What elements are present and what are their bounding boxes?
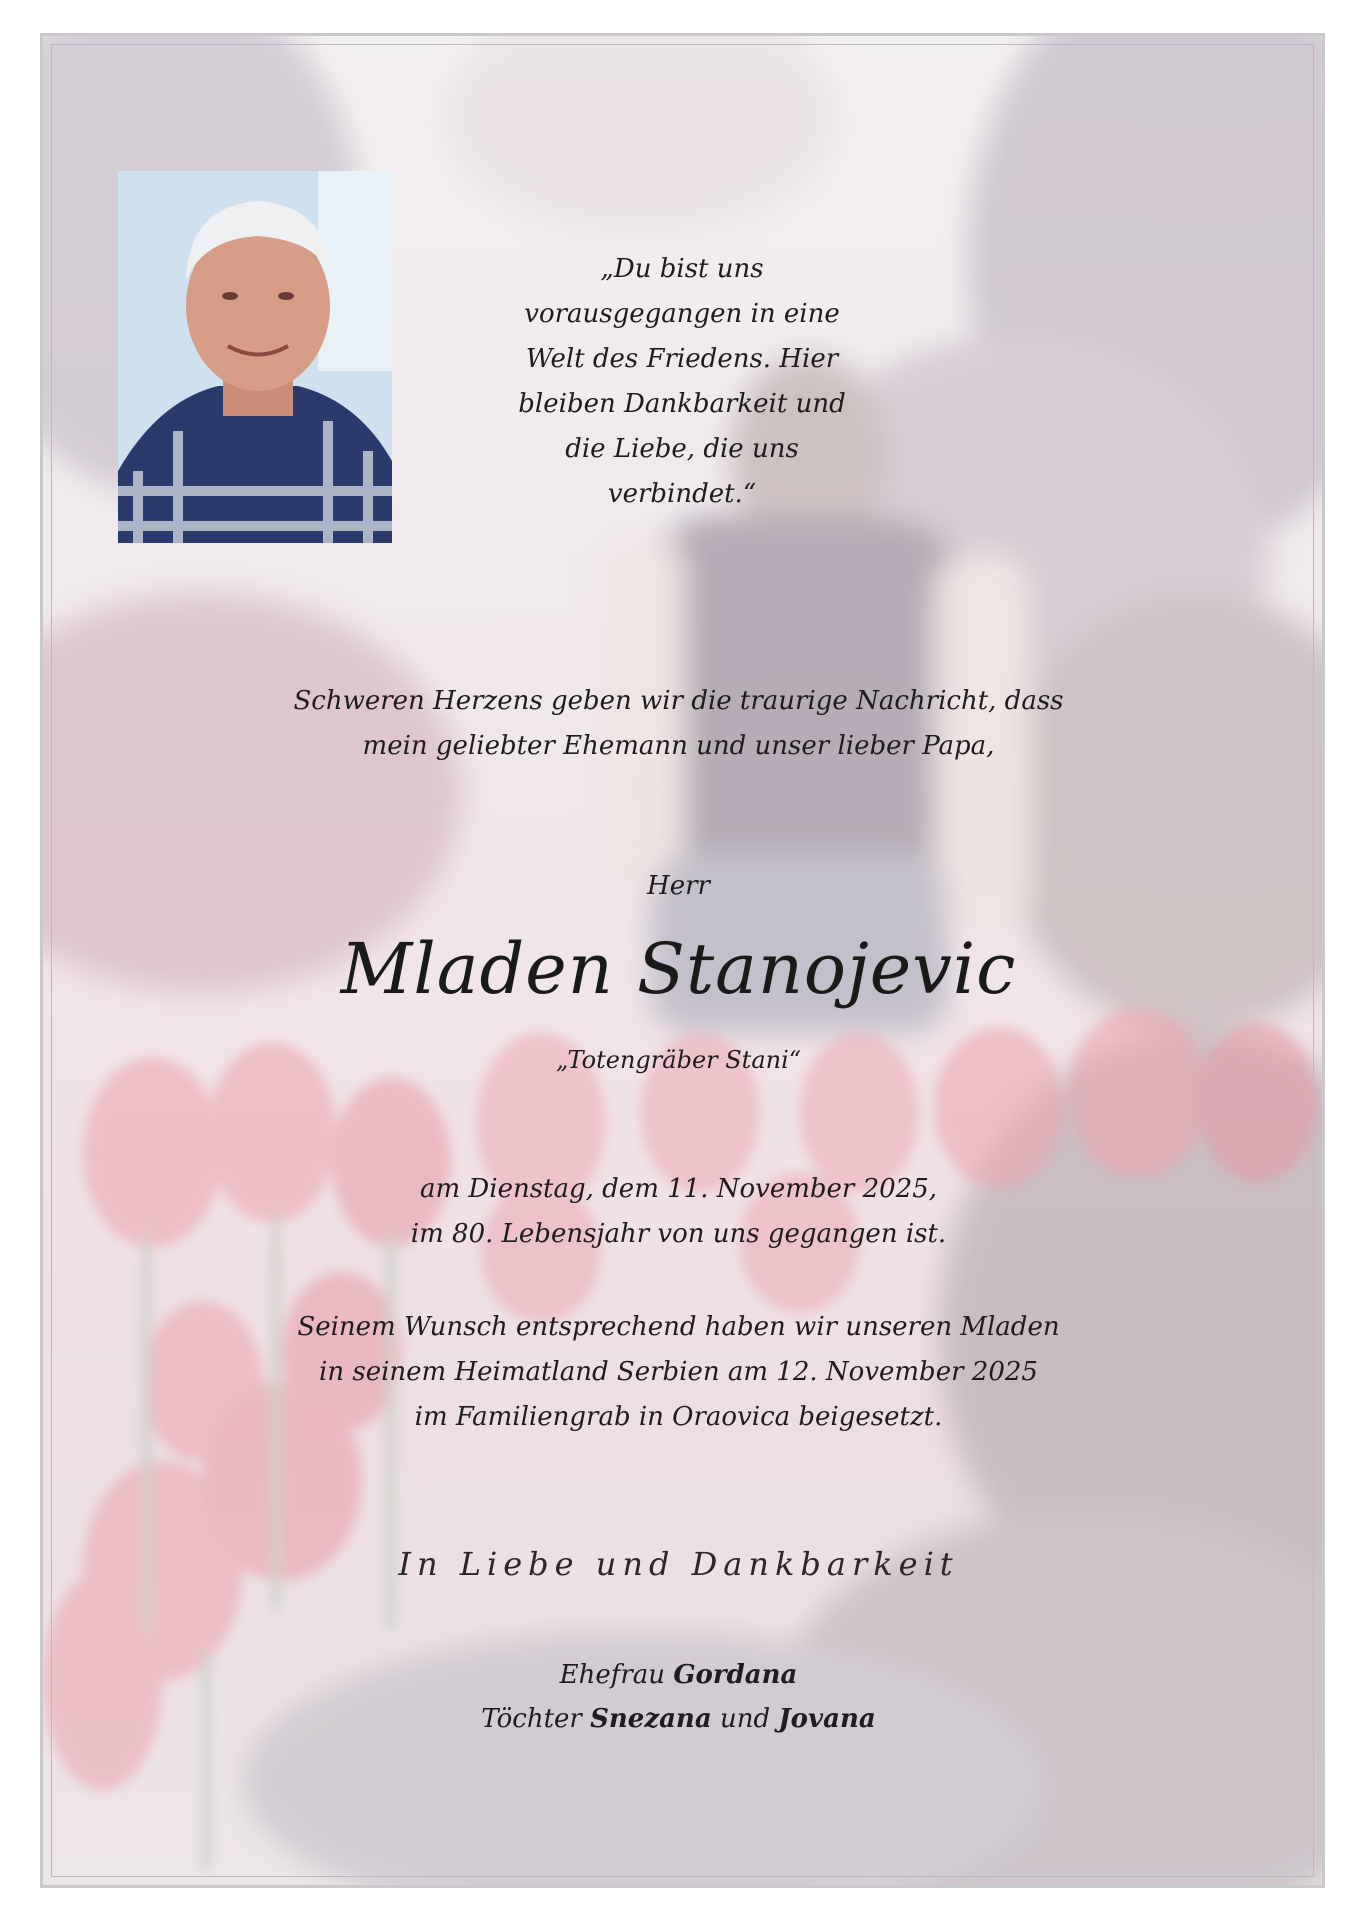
quote-line: bleiben Dankbarkeit und — [518, 389, 846, 419]
closing-phrase: In Liebe und Dankbarkeit — [398, 1545, 959, 1583]
wife-name: Gordana — [673, 1660, 798, 1690]
quote-line: „Du bist uns — [600, 254, 764, 284]
daughter-name: Jovana — [778, 1704, 876, 1734]
announcement-intro — [0, 679, 1357, 769]
salutation: Herr — [647, 871, 710, 901]
intro-line: mein geliebter Ehemann und unser lieber Papa, — [362, 731, 995, 761]
daughters-prefix: Töchter — [481, 1704, 582, 1734]
deceased-name: Mladen Stanojevic — [340, 928, 1017, 1010]
death-notice — [0, 1167, 1357, 1257]
burial-line: in seinem Heimatland Serbien am 12. November 2025 — [319, 1357, 1038, 1387]
wife-line — [0, 1653, 1357, 1697]
death-line: am Dienstag, dem 11. November 2025, — [419, 1174, 938, 1204]
portrait-photo — [118, 171, 392, 543]
intro-line: Schweren Herzens geben wir die traurige Nachricht, dass — [293, 686, 1064, 716]
daughters-line — [0, 1697, 1357, 1741]
nickname: „Totengräber Stani“ — [555, 1046, 802, 1074]
quote-line: Welt des Friedens. Hier — [525, 344, 839, 374]
burial-notice — [0, 1305, 1357, 1440]
daughter-name: Snezana — [590, 1704, 712, 1734]
conjunction: und — [719, 1704, 771, 1734]
quote-line: die Liebe, die uns — [565, 434, 799, 464]
death-line: im 80. Lebensjahr von uns gegangen ist. — [410, 1219, 947, 1249]
wife-prefix: Ehefrau — [559, 1660, 666, 1690]
quote-line: verbindet.“ — [607, 479, 757, 509]
family-signatures — [0, 1653, 1357, 1741]
burial-line: Seinem Wunsch entsprechend haben wir unseren Mladen — [297, 1312, 1060, 1342]
memorial-quote — [472, 247, 892, 517]
quote-line: vorausgegangen in eine — [524, 299, 840, 329]
burial-line: im Familiengrab in Oraovica beigesetzt. — [414, 1402, 943, 1432]
